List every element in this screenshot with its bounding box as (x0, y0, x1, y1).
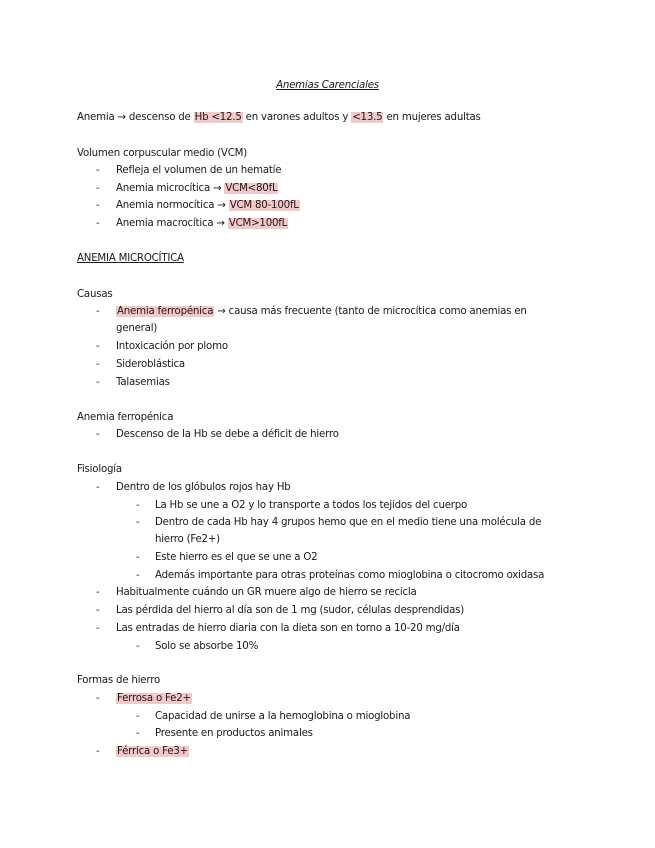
highlight: Anemia ferropénica (117, 306, 214, 317)
fisio-sub-2-cont: hierro (Fe2+) (155, 534, 220, 545)
highlight: Férrica o Fe3+ (117, 746, 188, 757)
ferropenica-item-1: Descenso de la Hb se debe a déficit de hierro (116, 429, 339, 440)
bullet: - (96, 341, 100, 352)
highlight: VCM>100fL (228, 218, 288, 229)
bullet: - (96, 200, 100, 211)
bullet: - (96, 429, 100, 440)
causa-item-4: Talasemias (116, 377, 170, 388)
page-title: Anemias Carenciales (276, 80, 379, 91)
anemia-definition (77, 111, 481, 125)
bullet: - (96, 623, 100, 634)
text-run: Anemia normocítica → (116, 200, 229, 211)
formas-heading: Formas de hierro (77, 675, 160, 686)
text-run: Anemia microcítica → (116, 183, 225, 194)
bullet: - (96, 165, 100, 176)
highlight-hb-women: <13.5 (352, 112, 383, 123)
fisio-item-3: Las pérdida del hierro al día son de 1 mg (sudor, células desprendidas) (116, 605, 465, 616)
text-run: → causa más frecuente (tanto de microcítica como anemias en (214, 306, 527, 317)
fisio-sub-5: Solo se absorbe 10% (155, 641, 259, 652)
bullet: - (96, 359, 100, 370)
arrow: → (117, 112, 126, 123)
bullet: - (96, 587, 100, 598)
bullet: - (96, 746, 100, 757)
bullet: - (96, 605, 100, 616)
bullet: - (96, 377, 100, 388)
bullet: - (136, 641, 140, 652)
fisio-sub-2: Dentro de cada Hb hay 4 grupos hemo que en el medio tiene una molécula de (155, 517, 542, 528)
fisio-sub-1: La Hb se une a O2 y lo transporte a todos los tejidos del cuerpo (155, 500, 468, 511)
causa-item-3: Sideroblástica (116, 359, 185, 370)
fisio-item-2: Habitualmente cuándo un GR muere algo de hierro se recicla (116, 587, 417, 598)
forma-sub-2: Presente en productos animales (155, 728, 313, 739)
text-run: en mujeres adultas (383, 112, 481, 123)
causa-item-2: Intoxicación por plomo (116, 341, 228, 352)
highlight: VCM 80-100fL (229, 200, 299, 211)
bullet: - (136, 570, 140, 581)
bullet: - (96, 218, 100, 229)
section-heading-microcitica: ANEMIA MICROCÍTICA (77, 253, 184, 264)
text-run: descenso de (125, 112, 194, 123)
causa-item-1-cont: general) (116, 323, 158, 334)
text-run: Anemia (77, 112, 118, 123)
causas-heading: Causas (77, 289, 113, 300)
fisio-sub-4: Además importante para otras proteínas como mioglobina o citocromo oxidasa (155, 570, 545, 581)
fisio-sub-3: Este hierro es el que se une a O2 (155, 552, 318, 563)
bullet: - (96, 306, 100, 317)
forma-sub-1: Capacidad de unirse a la hemoglobina o mioglobina (155, 711, 411, 722)
text-run: en varones adultos y (242, 112, 352, 123)
vcm-item-2 (116, 182, 278, 196)
vcm-item-3 (116, 199, 300, 213)
bullet: - (136, 517, 140, 528)
vcm-heading: Volumen corpuscular medio (VCM) (77, 148, 247, 159)
highlight-hb-men: Hb <12.5 (194, 112, 242, 123)
forma-item-2 (116, 745, 189, 759)
bullet: - (96, 482, 100, 493)
fisio-item-1: Dentro de los glóbulos rojos hay Hb (116, 482, 291, 493)
forma-item-1 (116, 692, 192, 706)
bullet: - (136, 711, 140, 722)
fisio-item-4: Las entradas de hierro diaria con la dieta son en torno a 10-20 mg/día (116, 623, 460, 634)
vcm-item-4 (116, 217, 288, 231)
highlight: Ferrosa o Fe2+ (117, 693, 191, 704)
bullet: - (136, 500, 140, 511)
text-run: Anemia macrocítica → (116, 218, 228, 229)
bullet: - (96, 183, 100, 194)
highlight: VCM<80fL (225, 183, 278, 194)
vcm-item-1: Refleja el volumen de un hematíe (116, 165, 282, 176)
ferropenica-heading: Anemia ferropénica (77, 412, 174, 423)
fisiologia-heading: Fisiología (77, 464, 122, 475)
bullet: - (96, 693, 100, 704)
bullet: - (136, 552, 140, 563)
causa-item-1 (116, 305, 527, 319)
bullet: - (136, 728, 140, 739)
